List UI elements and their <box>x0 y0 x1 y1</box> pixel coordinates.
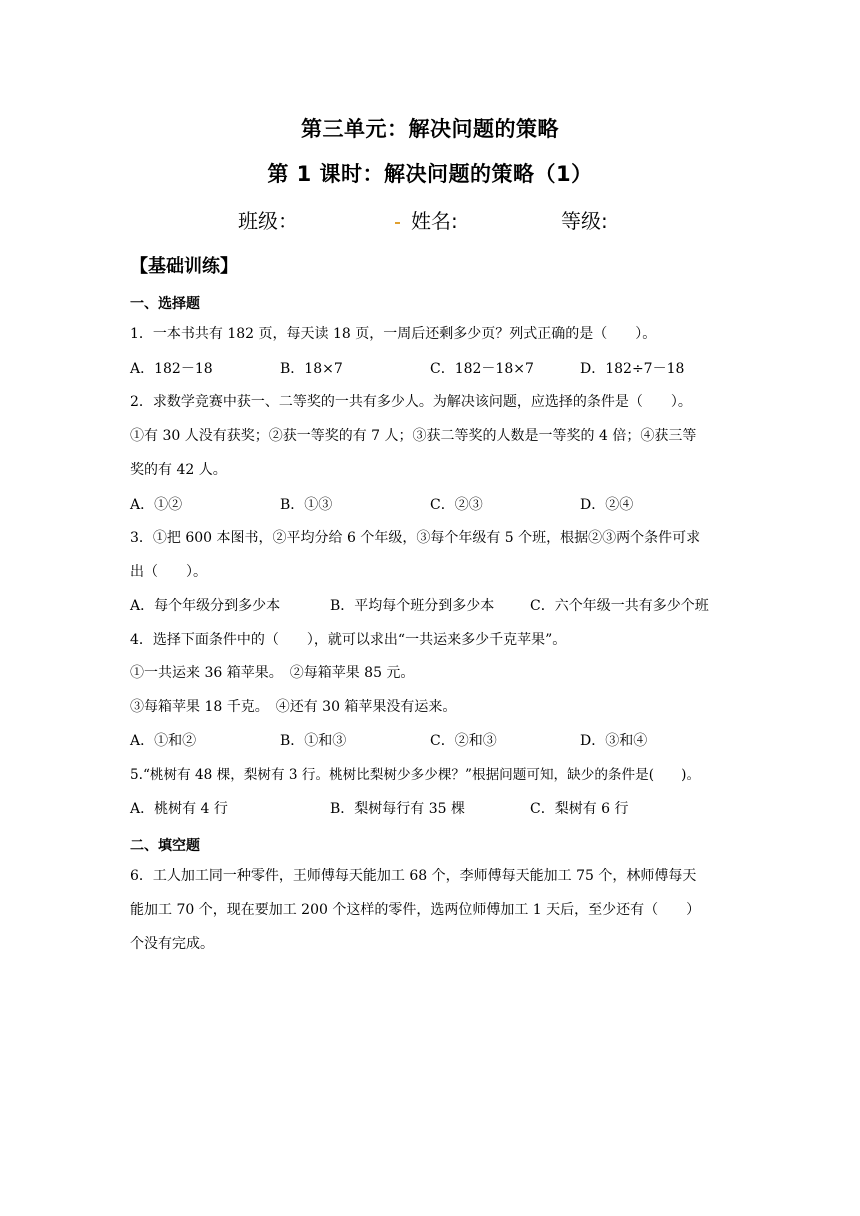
q4-option-c: C．②和③ <box>430 733 497 749</box>
question-6-line-1: 6．工人加工同一种零件，王师傅每天能加工 68 个，李师傅每天能加工 75 个，林师傅每天 <box>130 868 697 884</box>
q2-option-d: D．②④ <box>580 497 634 513</box>
q5-option-a: A．桃树有 4 行 <box>130 801 228 817</box>
question-3-line-2: 出（ ）。 <box>130 564 207 580</box>
q1-option-b: B．18×7 <box>280 361 343 377</box>
question-6-line-3: 个没有完成。 <box>130 936 214 952</box>
class-label: 班级： <box>238 209 298 233</box>
question-5-stem: 5.“桃树有 48 棵，梨树有 3 行。桃树比梨树少多少棵？”根据问题可知，缺少的条件是( )。 <box>130 767 701 783</box>
question-1-stem: 1．一本书共有 182 页，每天读 18 页，一周后还剩多少页？列式正确的是（ ）。 <box>130 326 657 342</box>
question-3-stem: 3．①把 600 本图书，②平均分给 6 个年级，③每个年级有 5 个班，根据②③两个条件可求 <box>130 530 701 546</box>
question-4-line-2: ①一共运来 36 箱苹果。 ②每箱苹果 85 元。 <box>130 665 415 681</box>
unit-title: 第三单元：解决问题的策略 <box>301 117 559 141</box>
q4-option-a: A．①和② <box>130 733 197 749</box>
q3-option-a: A．每个年级分到多少本 <box>130 598 281 614</box>
section-heading-basic-training: 【基础训练】 <box>130 256 238 277</box>
q4-option-b: B．①和③ <box>280 733 347 749</box>
question-2-stem: 2．求数学竞赛中获一、二等奖的一共有多少人。为解决该问题，应选择的条件是（ ）。 <box>130 394 692 410</box>
question-2-line-2: ①有 30 人没有获奖；②获一等奖的有 7 人；③获二等奖的人数是一等奖的 4 倍；④获三等 <box>130 428 697 444</box>
name-label: 姓名: <box>411 209 458 233</box>
q3-option-c: C．六个年级一共有多少个班 <box>530 598 709 614</box>
decorative-mark <box>395 222 400 224</box>
fill-blank-heading: 二、填空题 <box>130 838 200 854</box>
question-6-line-2: 能加工 70 个，现在要加工 200 个这样的零件，选两位师傅加工 1 天后，至少还有（ ） <box>130 902 701 918</box>
lesson-title: 第 1 课时：解决问题的策略（1） <box>267 162 593 186</box>
q4-option-d: D．③和④ <box>580 733 648 749</box>
q2-option-b: B．①③ <box>280 497 333 513</box>
q5-option-b: B．梨树每行有 35 棵 <box>330 801 466 817</box>
question-4-line-3: ③每箱苹果 18 千克。 ④还有 30 箱苹果没有运来。 <box>130 699 457 715</box>
q1-option-a: A．182－18 <box>130 361 213 377</box>
question-4-stem: 4．选择下面条件中的（ ），就可以求出“一共运来多少千克苹果”。 <box>130 632 567 648</box>
q5-option-c: C．梨树有 6 行 <box>530 801 629 817</box>
question-2-line-3: 奖的有 42 人。 <box>130 462 227 478</box>
q2-option-a: A．①② <box>130 497 183 513</box>
grade-label: 等级: <box>561 209 608 233</box>
choice-heading: 一、选择题 <box>130 296 200 312</box>
q2-option-c: C．②③ <box>430 497 483 513</box>
q1-option-d: D．182÷7－18 <box>580 361 685 377</box>
q1-option-c: C．182－18×7 <box>430 361 534 377</box>
q3-option-b: B．平均每个班分到多少本 <box>330 598 495 614</box>
